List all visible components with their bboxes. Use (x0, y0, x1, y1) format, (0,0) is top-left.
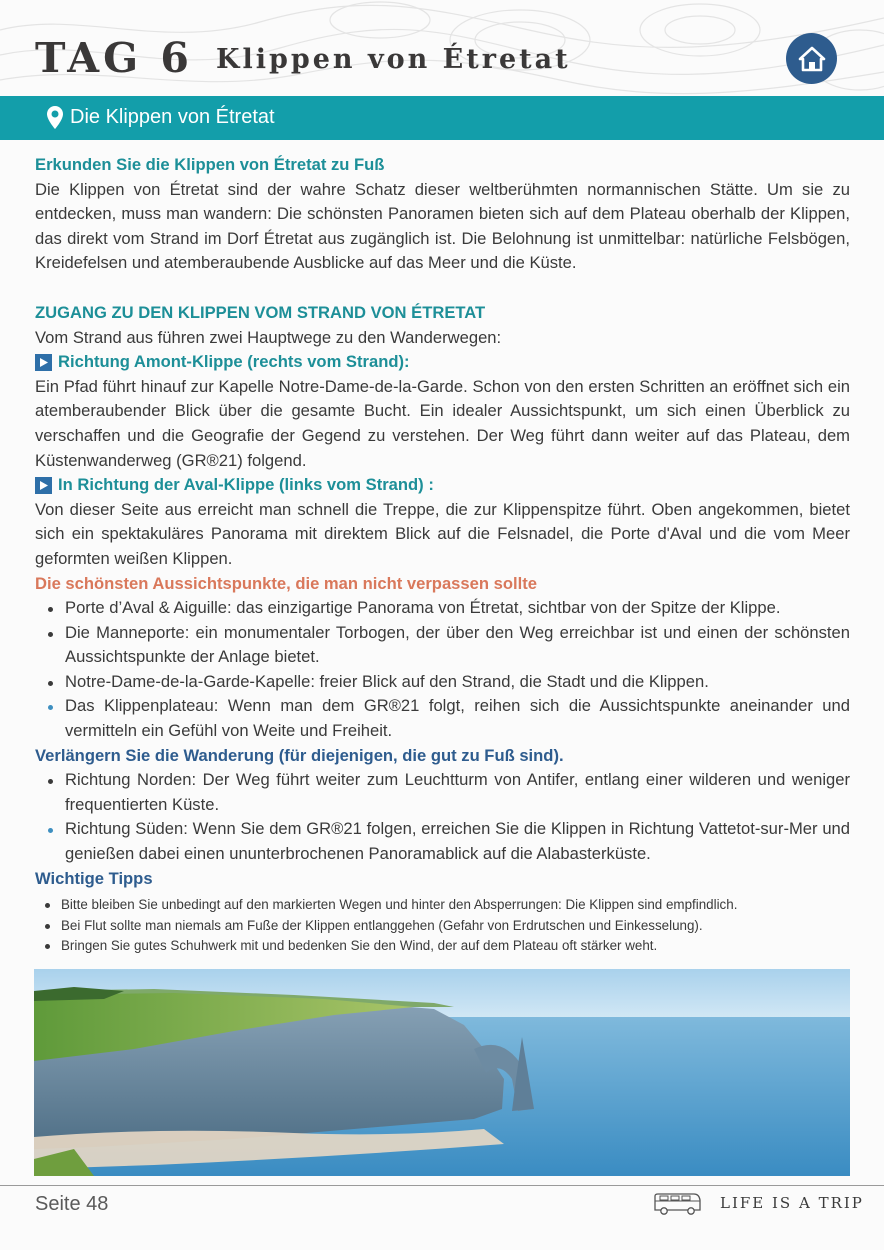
etretat-cliffs-photo (34, 969, 850, 1176)
list-item: Bringen Sie gutes Schuhwerk mit und bedenken Sie den Wind, der auf dem Plateau oft stärker weht. (61, 936, 850, 957)
aval-heading (35, 473, 850, 498)
extend-heading: Verlängern Sie die Wanderung (für diejenigen, die gut zu Fuß sind). (35, 745, 564, 765)
tips-heading: Wichtige Tipps (35, 868, 153, 888)
tips-list (35, 895, 850, 957)
amont-heading (35, 350, 850, 375)
main-content (35, 153, 850, 957)
brand-name: LIFE IS A TRIP (720, 1194, 864, 1212)
location-pin-icon (46, 105, 64, 130)
explore-text: Die Klippen von Étretat sind der wahre Schatz dieser weltberühmten normannischen Stätte. Um sie zu entdecken, muss man wandern: Die schönsten Panoramen bieten sich auf dem Plateau oberhalb der Klippen, das direkt vom Strand im Dorf Étretat aus zugänglich ist. Die Belohnung ist unmittelbar: natürliche Felsbögen, Kreidefelsen und atemberaubende Ausblicke auf das Meer und die Küste. (35, 179, 850, 273)
play-arrow-icon (35, 354, 52, 371)
access-heading: ZUGANG ZU DEN KLIPPEN VOM STRAND VON ÉTRETAT (35, 302, 486, 322)
play-arrow-icon (35, 477, 52, 494)
list-item: Porte d’Aval & Aiguille: das einzigartige Panorama von Étretat, sichtbar von der Spitze der Klippe. (65, 596, 850, 621)
list-item: Richtung Süden: Wenn Sie dem GR®21 folgen, erreichen Sie die Klippen in Richtung Vattetot-sur-Mer und genießen dabei einen ununterbrochenen Panoramablick auf die Alabasterküste. (65, 817, 850, 866)
list-item: Die Manneporte: ein monumentaler Torbogen, der über den Weg erreichbar ist und einen der schönsten Aussichtspunkte der Anlage bietet. (65, 621, 850, 670)
viewpoints-list (35, 596, 850, 744)
van-icon (652, 1192, 702, 1216)
home-button[interactable] (786, 33, 837, 84)
page-header (0, 0, 884, 96)
viewpoints-heading: Die schönsten Aussichtspunkte, die man nicht verpassen sollte (35, 573, 537, 593)
extend-list (35, 768, 850, 866)
list-item: Bitte bleiben Sie unbedingt auf den markierten Wegen und hinter den Absperrungen: Die Klippen sind empfindlich. (61, 895, 850, 916)
aval-text: Von dieser Seite aus erreicht man schnell die Treppe, die zur Klippenspitze führt. Oben angekommen, bietet sich ein spektakuläres Panorama mit direktem Blick auf die Felsnadel, die Porte d'Aval und die vom Meer geformten weißen Klippen. (35, 499, 850, 568)
amont-heading-text: Richtung Amont-Klippe (rechts vom Strand): (58, 352, 410, 372)
footer-divider (0, 1185, 884, 1186)
amont-text: Ein Pfad führt hinauf zur Kapelle Notre-Dame-de-la-Garde. Schon von den ersten Schritten an eröffnet sich ein atemberaubender Blick über die gesamte Bucht. Ein idealer Aussichtspunkt, um sich einen Überblick zu verschaffen und die Geografie der Gegend zu verstehen. Der Weg führt dann weiter auf das Plateau, dem Küstenwanderweg (GR®21) folgend. (35, 376, 850, 470)
access-intro: Vom Strand aus führen zwei Hauptwege zu den Wanderwegen: (35, 327, 502, 347)
list-item: Das Klippenplateau: Wenn man dem GR®21 folgt, reihen sich die Aussichtspunkte aneinander und vermitteln ein Gefühl von Weite und Freiheit. (65, 694, 850, 743)
list-item: Richtung Norden: Der Weg führt weiter zum Leuchtturm von Antifer, entlang einer wilderen und weniger frequentierten Küste. (65, 768, 850, 817)
day-title: TAG 6 (35, 34, 193, 82)
list-item: Bei Flut sollte man niemals am Fuße der Klippen entlanggehen (Gefahr von Erdrutschen und Einkesselung). (61, 916, 850, 937)
section-title: Die Klippen von Étretat (70, 106, 275, 128)
explore-heading: Erkunden Sie die Klippen von Étretat zu Fuß (35, 155, 385, 174)
place-title: Klippen von Étretat (216, 44, 571, 75)
home-icon (797, 45, 827, 73)
list-item: Notre-Dame-de-la-Garde-Kapelle: freier Blick auf den Strand, die Stadt und die Klippen. (65, 670, 850, 695)
page-number: Seite 48 (35, 1193, 109, 1215)
aval-heading-text: In Richtung der Aval-Klippe (links vom Strand) : (58, 475, 434, 495)
section-title-bar (0, 96, 884, 140)
